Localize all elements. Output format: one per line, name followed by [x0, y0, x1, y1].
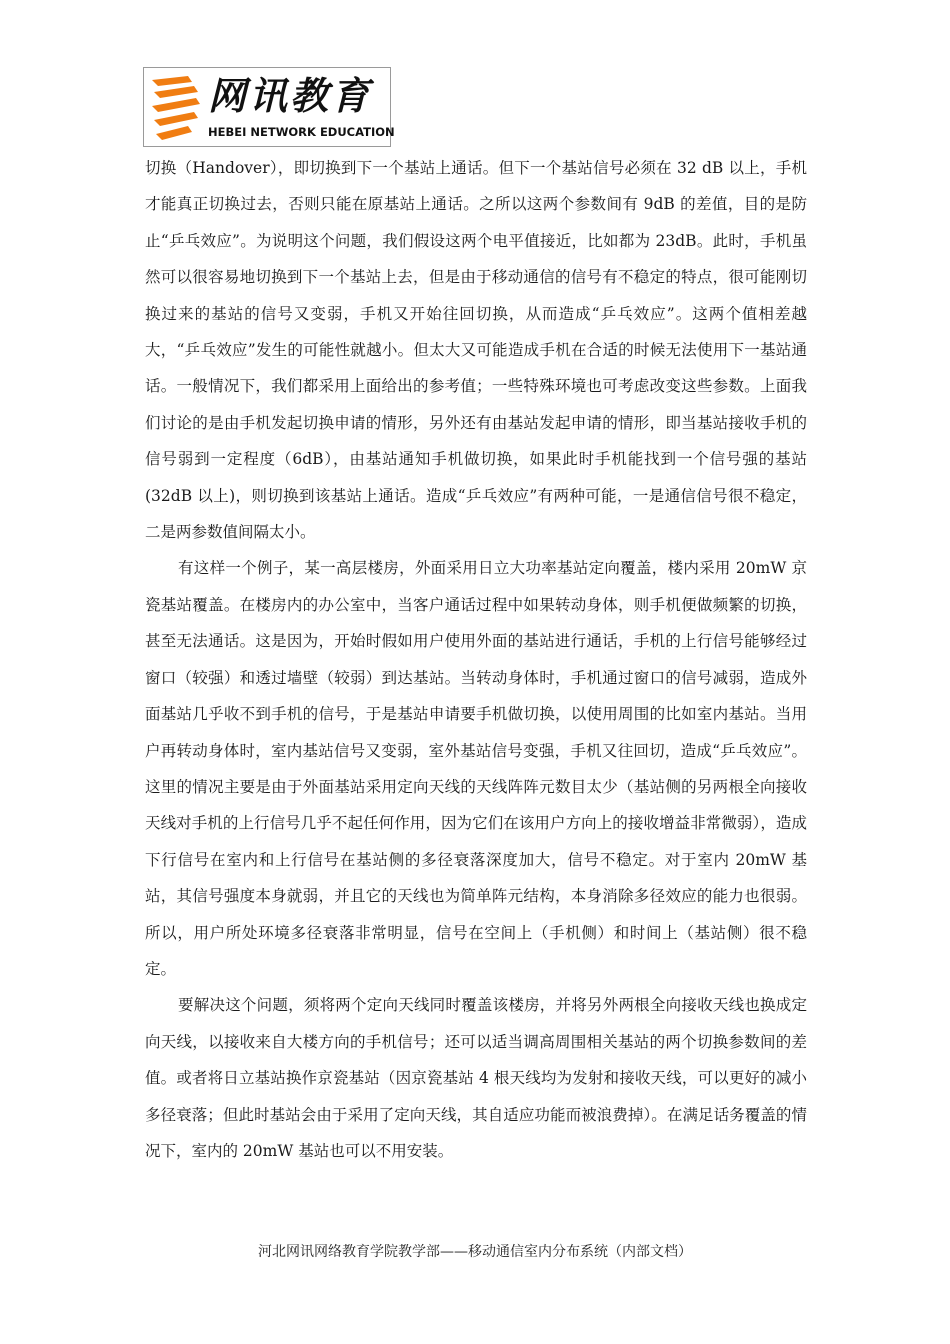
logo [143, 67, 395, 147]
logo-english-text: HEBEI NETWORK EDUCATION [208, 125, 395, 139]
paragraph-solution: 要解决这个问题，须将两个定向天线同时覆盖该楼房，并将另外两根全向接收天线也换成定向天线，以接收来自大楼方向的手机信号；还可以适当调高周围相关基站的两个切换参数间的差值。或者将日立基站换作京瓷基站（因京瓷基站 4 根天线均为发射和接收天线，可以更好的减小多径衰落；但此时基站会由于采用了定向天线，其自适应功能而被浪费掉）。在满足话务覆盖的情况下，室内的 20mW 基站也可以不用安装。 [145, 996, 807, 1160]
page-footer: 河北网讯网络教育学院教学部——移动通信室内分布系统（内部文档） [258, 1244, 692, 1260]
paragraph-handover: 切换（Handover），即切换到下一个基站上通话。但下一个基站信号必须在 32 dB 以上，手机才能真正切换过去，否则只能在原基站上通话。之所以这两个参数间有 9dB 的差值，目的是防止“乒乓效应”。为说明这个问题，我们假设这两个电平值接近，比如都为 23dB。此时，手机虽然可以很容易地切换到下一个基站上去，但是由于移动通信的信号有不稳定的特点，很可能刚切换过来的基站的信号又变弱，手机又开始往回切换，从而造成“乒乓效应”。这两个值相差越大，“乒乓效应”发生的可能性就越小。但太大又可能造成手机在合适的时候无法使用下一基站通话。一般情况下，我们都采用上面给出的参考值；一些特殊环境也可考虑改变这些参数。上面我们讨论的是由手机发起切换申请的情形，另外还有由基站发起申请的情形，即当基站接收手机的信号弱到一定程度（6dB），由基站通知手机做切换，如果此时手机能找到一个信号强的基站(32dB 以上)，则切换到该基站上通话。造成“乒乓效应”有两种可能，一是通信信号很不稳定，二是两参数值间隔太小。 [145, 159, 807, 542]
document-body [145, 150, 807, 1169]
logo-chinese-text: 网讯教育 [208, 74, 373, 118]
logo-mark-icon [148, 74, 204, 142]
paragraph-example: 有这样一个例子，某一高层楼房，外面采用日立大功率基站定向覆盖，楼内采用 20mW 京瓷基站覆盖。在楼房内的办公室中，当客户通话过程中如果转动身体，则手机便做频繁的切换，甚至无法通话。这是因为，开始时假如用户使用外面的基站进行通话，手机的上行信号能够经过窗口（较强）和透过墙壁（较弱）到达基站。当转动身体时，手机通过窗口的信号减弱，造成外面基站几乎收不到手机的信号，于是基站申请要手机做切换，以使用周围的比如室内基站。当用户再转动身体时，室内基站信号又变弱，室外基站信号变强，手机又往回切，造成“乒乓效应”。这里的情况主要是由于外面基站采用定向天线的天线阵阵元数目太少（基站侧的另两根全向接收天线对手机的上行信号几乎不起任何作用，因为它们在该用户方向上的接收增益非常微弱），造成下行信号在室内和上行信号在基站侧的多径衰落深度加大，信号不稳定。对于室内 20mW 基站，其信号强度本身就弱，并且它的天线也为简单阵元结构，本身消除多径效应的能力也很弱。所以，用户所处环境多径衰落非常明显，信号在空间上（手机侧）和时间上（基站侧）很不稳定。 [145, 559, 807, 978]
